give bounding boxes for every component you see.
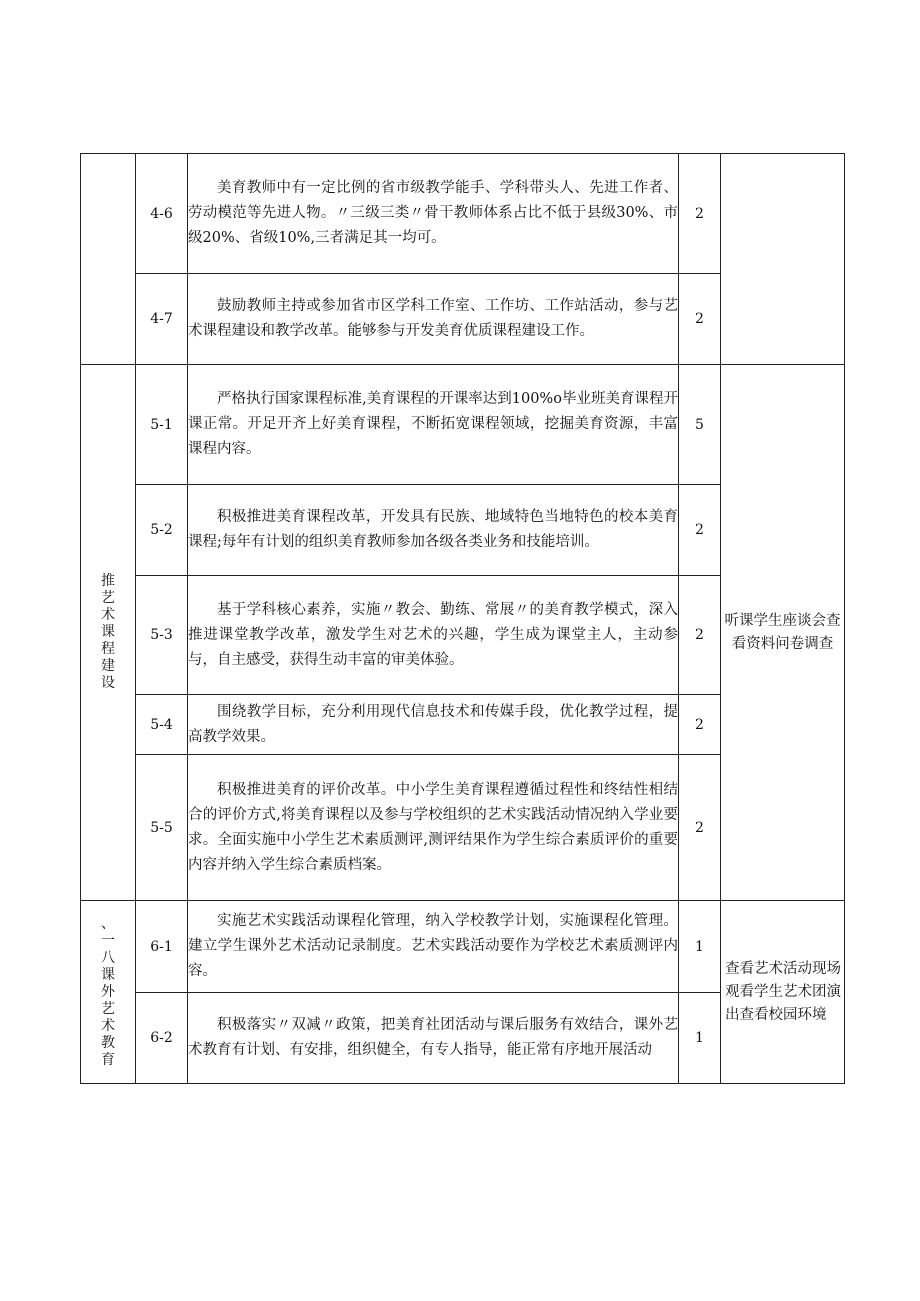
- item-description: 积极推进美育课程改革，开发具有民族、地域特色当地特色的校本美育课程;每年有计划的组织美育教师参加各级各类业务和技能培训。: [188, 485, 679, 576]
- item-description: 鼓励教师主持或参加省市区学科工作室、工作坊、工作站活动，参与艺术课程建设和教学改革。能够参与开发美育优质课程建设工作。: [188, 274, 679, 365]
- method-cell-6: 查看艺术活动现场观看学生艺术团演出查看校园环境: [721, 901, 845, 1084]
- item-number: 5-3: [136, 576, 188, 695]
- item-number: 6-2: [136, 993, 188, 1084]
- item-number: 5-2: [136, 485, 188, 576]
- item-number: 5-5: [136, 755, 188, 901]
- item-number: 4-6: [136, 154, 188, 274]
- item-score: 2: [679, 755, 721, 901]
- item-description: 严格执行国家课程标准,美育课程的开课率达到100%o毕业班美育课程开课正常。开足开齐上好美育课程，不断拓宽课程领域，挖掘美育资源，丰富课程内容。: [188, 365, 679, 485]
- item-score: 2: [679, 154, 721, 274]
- item-description: 实施艺术实践活动课程化管理，纳入学校教学计划，实施课程化管理。建立学生课外艺术活动记录制度。艺术实践活动要作为学校艺术素质测评内容。: [188, 901, 679, 993]
- item-number: 5-4: [136, 695, 188, 755]
- table-row: [81, 901, 845, 993]
- category-cell-6: 、一八课外艺术教育: [81, 901, 136, 1084]
- item-score: 2: [679, 485, 721, 576]
- table-row: [81, 154, 845, 274]
- table-row: [81, 365, 845, 485]
- item-score: 1: [679, 901, 721, 993]
- category-cell-4: [81, 154, 136, 365]
- item-description: 基于学科核心素养，实施〃教会、勤练、常展〃的美育教学模式，深入推进课堂教学改革，激发学生对艺术的兴趣，学生成为课堂主人，主动参与，自主感受，获得生动丰富的审美体验。: [188, 576, 679, 695]
- item-number: 5-1: [136, 365, 188, 485]
- item-score: 2: [679, 695, 721, 755]
- item-description: 美育教师中有一定比例的省市级教学能手、学科带头人、先进工作者、劳动模范等先进人物。〃三级三类〃骨干教师体系占比不低于县级30%、市级20%、省级10%,三者满足其一均可。: [188, 154, 679, 274]
- category-cell-5: 推艺术课程建设: [81, 365, 136, 901]
- item-number: 4-7: [136, 274, 188, 365]
- item-score: 1: [679, 993, 721, 1084]
- item-score: 2: [679, 576, 721, 695]
- method-cell-5: 听课学生座谈会查看资料问卷调查: [721, 365, 845, 901]
- item-score: 2: [679, 274, 721, 365]
- method-cell-4: [721, 154, 845, 365]
- item-number: 6-1: [136, 901, 188, 993]
- item-description: 围绕教学目标，充分利用现代信息技术和传媒手段，优化教学过程，提高教学效果。: [188, 695, 679, 755]
- evaluation-table: [80, 153, 845, 1084]
- item-description: 积极推进美育的评价改革。中小学生美育课程遵循过程性和终结性相结合的评价方式,将美育课程以及参与学校组织的艺术实践活动情况纳入学业要求。全面实施中小学生艺术素质测评,测评结果作为学生综合素质评价的重要内容并纳入学生综合素质档案。: [188, 755, 679, 901]
- item-score: 5: [679, 365, 721, 485]
- item-description: 积极落实〃双减〃政策，把美育社团活动与课后服务有效结合，课外艺术教育有计划、有安排，组织健全，有专人指导，能正常有序地开展活动: [188, 993, 679, 1084]
